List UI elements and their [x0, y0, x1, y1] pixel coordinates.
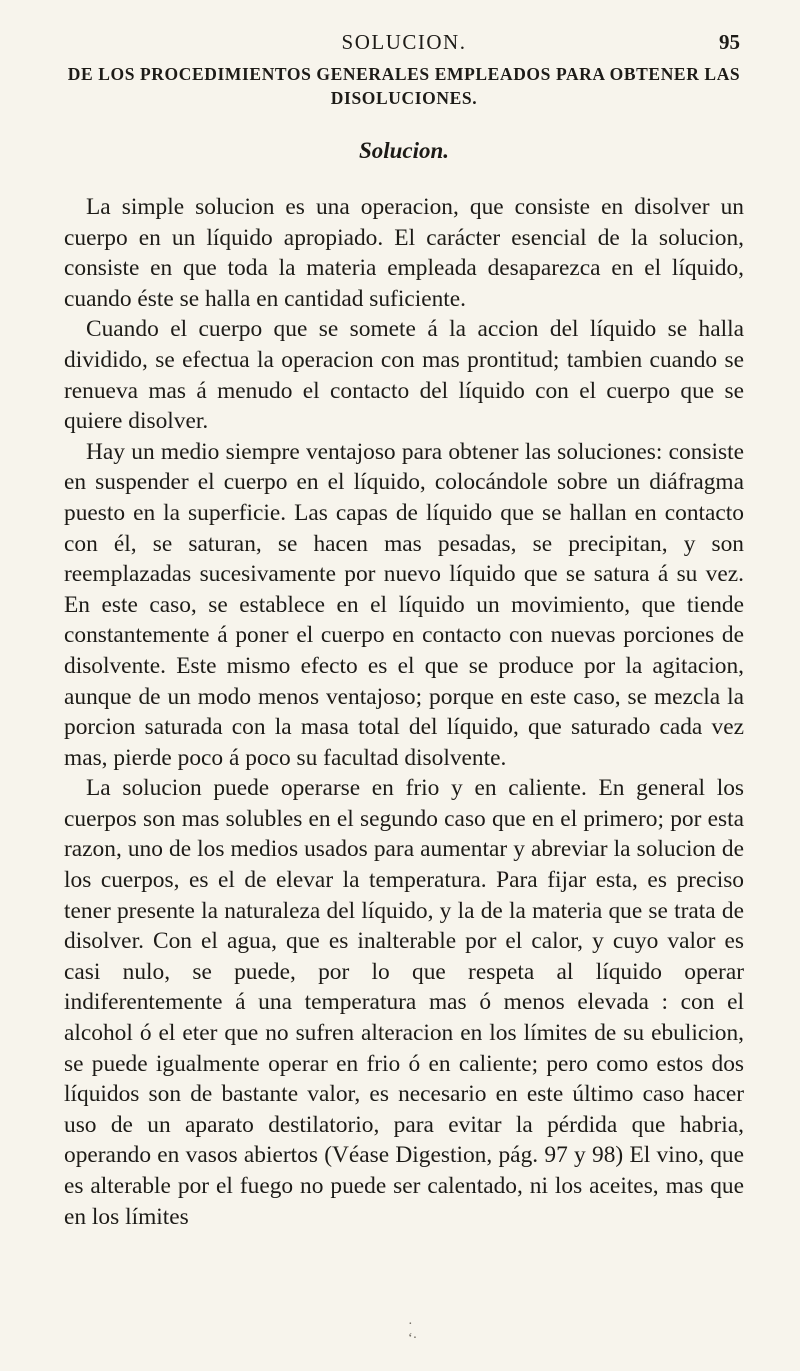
subheading: Solucion.	[358, 138, 450, 163]
section-heading: DE LOS PROCEDIMIENTOS GENERALES EMPLEADOS PARA OBTENER LAS DISOLUCIONES.	[67, 64, 741, 108]
running-title: SOLUCION.	[341, 30, 467, 54]
paragraph: La solucion puede operarse en frio y en caliente. En general los cuerpos son mas solubles en el segundo caso que en el primero; por esta razon, uno de los medios usados para aumentar y abreviar la solucion de los cuerpos, es el de elevar la temperatura. Para fijar esta, es preciso tener presente la naturaleza del líquido, y la de la materia que se trata de disolver. Con el agua, que es inalterable por el calor, y cuyo valor es casi nulo, se puede, por lo que respeta al líquido operar indiferentemente á una temperatura mas ó menos elevada : con el alcohol ó el eter que no sufren alteracion en los límites de su ebulicion, se puede igualmente operar en frio ó en caliente; pero como estos dos líquidos son de bastante valor, es necesario en este último caso hacer uso de un aparato destilatorio, para evitar la pérdida que habria, operando en vasos abiertos (Véase Digestion, pág. 97 y 98) El vino, que es alterable por el fuego no puede ser calentado, ni los aceites, mas que en los límites	[64, 775, 744, 1230]
page-number: 95	[719, 30, 740, 54]
running-head	[64, 30, 744, 60]
paragraph: La simple solucion es una operacion, que consiste en disolver un cuerpo en un líquido apropiado. El carácter esencial de la solucion, consiste en que toda la materia empleada desaparezca en el líquido, cuando éste se halla en cantidad suficiente.	[64, 194, 744, 312]
paragraph: Cuando el cuerpo que se somete á la accion del líquido se halla dividido, se efectua la operacion con mas prontitud; tambien cuando se renueva mas á menudo el contacto del líquido con el cuerpo que se quiere disolver.	[64, 316, 744, 435]
paragraph: Hay un medio siempre ventajoso para obtener las soluciones: consiste en suspender el cuerpo en el líquido, colocándole sobre un diáfragma puesto en la superficie. Las capas de líquido que se hallan en contacto con él, se saturan, se hacen mas pesadas, se precipitan, y son reemplazadas sucesivamente por nuevo líquido que se satura á su vez. En este caso, se establece en el líquido un movimiento, que tiende constantemente á poner el cuerpo en contacto con nuevas porciones de disolvente. Este mismo efecto es el que se produce por la agitacion, aunque de un modo menos ventajoso; porque en este caso, se mezcla la porcion saturada con la masa total del líquido, que saturado cada vez mas, pierde poco á poco su facultad disolvente.	[64, 438, 744, 771]
body-text	[64, 192, 744, 1232]
print-specks: · ʻ·	[408, 1317, 418, 1346]
